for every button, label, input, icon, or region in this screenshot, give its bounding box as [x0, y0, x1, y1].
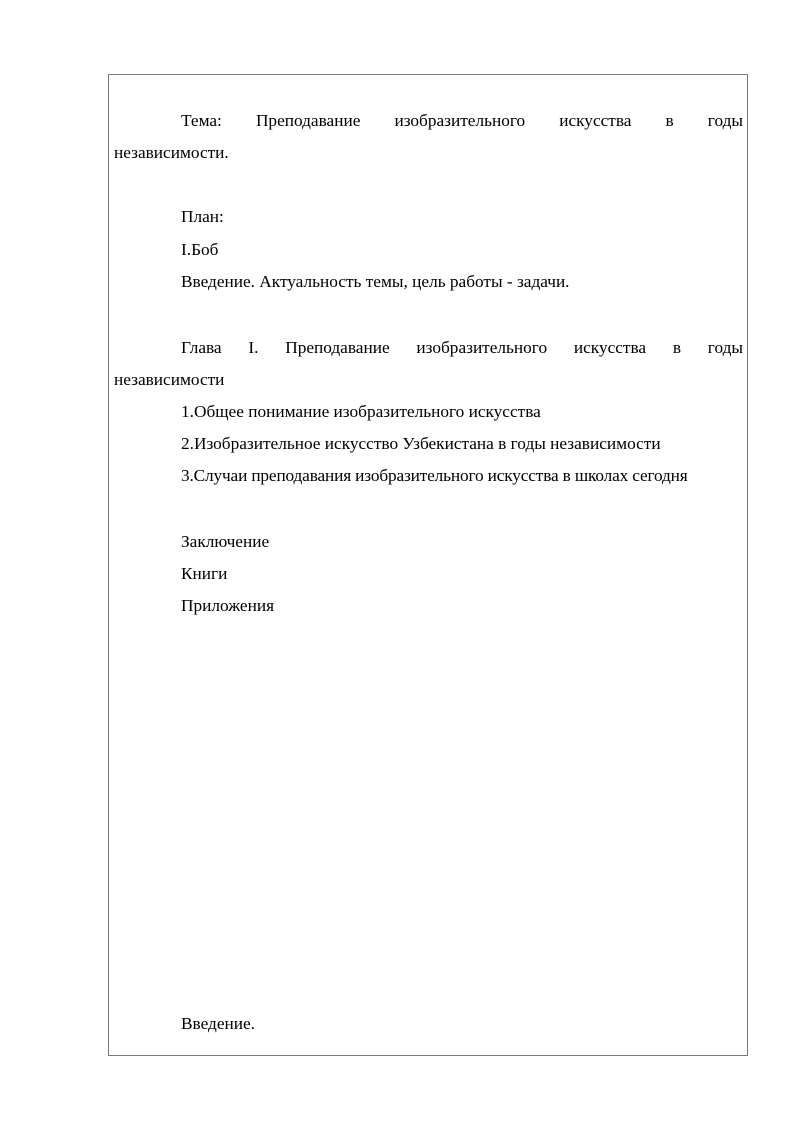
conclusion-label: Заключение	[181, 532, 270, 551]
topic-line-1: Тема: Преподавание изобразительного искусства в годы	[181, 111, 743, 130]
chapter-item: 2.Изобразительное искусство Узбекистана в годы независимости	[181, 434, 661, 453]
plan-label: План:	[181, 207, 224, 226]
plan-section: I.Боб	[181, 240, 219, 259]
appendices-label: Приложения	[181, 596, 275, 615]
plan-introduction: Введение. Актуальность темы, цель работы - задачи.	[181, 272, 570, 291]
chapter-item: 3.Случаи преподавания изобразительного искусства в школах сегодня	[181, 466, 688, 485]
chapter-heading-line-1: Глава I. Преподавание изобразительного искусства в годы	[181, 338, 743, 357]
introduction-heading: Введение.	[181, 1014, 255, 1033]
chapter-item: 1.Общее понимание изобразительного искусства	[181, 402, 541, 421]
chapter-heading-line-2: независимости	[114, 370, 225, 389]
books-label: Книги	[181, 564, 228, 583]
topic-line-2: независимости.	[114, 143, 229, 162]
